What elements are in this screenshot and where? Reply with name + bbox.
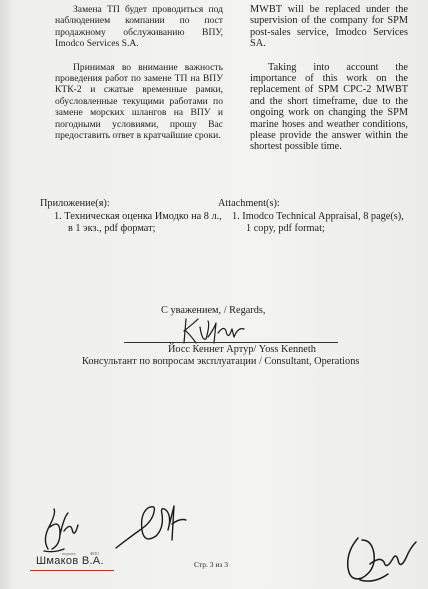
regards-line: С уважением, / Regards, xyxy=(161,305,266,316)
attachments-en-item: 1. Imodco Technical Appraisal, 8 page(s), 1 copy, pdf format; xyxy=(232,211,404,234)
russian-column xyxy=(55,4,223,153)
handwritten-name: Шмаков В.А. xyxy=(36,555,104,567)
attachments-en xyxy=(218,198,408,235)
en-paragraph-2: Taking into account the importance of this work on the replacement of SPM CPC-2 MWBT and the short timeframe, due to the ongoing work on changing the SPM marine hoses and weather conditions, please provide the answer within the shortest possible time. xyxy=(250,61,408,153)
attachments-en-heading: Attachment(s): xyxy=(218,198,280,209)
signer-name: Йосс Кеннет Артур/ Yoss Kenneth xyxy=(168,344,316,355)
red-underline xyxy=(30,570,114,571)
en-paragraph-1: MWBT will be replaced under the supervision of the company for SPM post-sales service, Imodco Services SA. xyxy=(250,4,408,50)
page-number: Стр. 3 из 3 xyxy=(194,560,228,569)
english-column xyxy=(250,4,408,165)
tiny-label-name: ФИО xyxy=(90,551,99,556)
signature-middle-icon xyxy=(112,500,192,552)
ru-paragraph-2: Принимая во внимание важность проведения работ по замене ТП на ВПУ КТК-2 и сжатые временные рамки, обусловленные текущими работами по замене морских шлангов на ВПУ и погодными условиями, прошу Вас предоставить ответ в кратчайшие сроки. xyxy=(55,61,223,142)
attachments-ru-item: 1. Техническая оценка Имодко на 8 л., в 1 экз., pdf формат; xyxy=(54,211,222,234)
tiny-label-signature: подпись xyxy=(62,551,76,556)
signature-left-icon xyxy=(34,505,84,555)
ru-paragraph-1: Замена ТП будет проводиться под наблюдением компании по пост продажному обслуживанию ВПУ, Imodco Services S.A. xyxy=(55,4,223,50)
attachments-ru xyxy=(40,198,226,235)
signer-role: Консультант по вопросам эксплуатации / Consultant, Operations xyxy=(82,356,360,367)
signature-right-icon xyxy=(340,530,422,586)
signature-line xyxy=(124,342,338,343)
attachments-ru-heading: Приложение(я): xyxy=(40,198,110,209)
